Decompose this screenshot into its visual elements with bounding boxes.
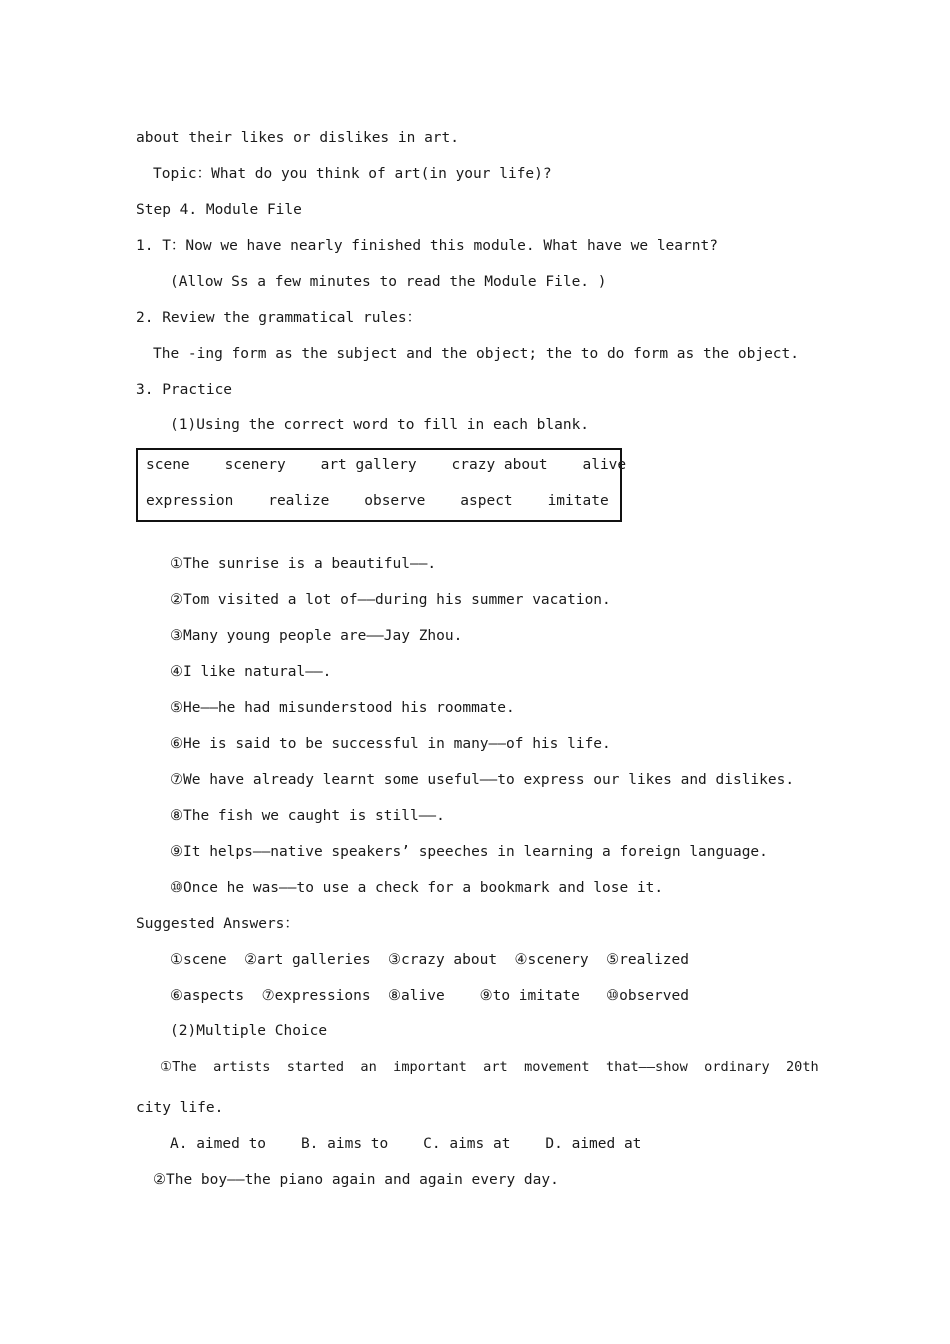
exercise-item: ①The sunrise is a beautiful——.: [170, 556, 437, 572]
word-bank-row-1: scene scenery art gallery crazy about alive: [146, 457, 627, 473]
exercise-item: ⑦We have already learnt some useful——to express our likes and dislikes.: [170, 772, 795, 788]
question-2-text: ②The boy——the piano again and again every day.: [153, 1172, 559, 1188]
step-heading: Step 4. Module File: [136, 202, 302, 218]
answers-heading: Suggested Answers：: [136, 916, 299, 932]
question-1-continuation: city life.: [136, 1100, 224, 1116]
item-1-text: 1. T：Now we have nearly finished this module. What have we learnt?: [136, 238, 718, 254]
exercise-item: ⑩Once he was——to use a check for a bookmark and lose it.: [170, 880, 664, 896]
exercise-item: ⑤He——he had misunderstood his roommate.: [170, 700, 515, 716]
answers-row-2: ⑥aspects ⑦expressions ⑧alive ⑨to imitate ⑩observed: [170, 988, 689, 1004]
exercise-item: ⑨It helps——native speakers’ speeches in learning a foreign language.: [170, 844, 768, 860]
word-bank-box: [136, 448, 627, 522]
intro-text: about their likes or dislikes in art.: [136, 130, 460, 146]
exercise-item: ⑥He is said to be successful in many——of his life.: [170, 736, 611, 752]
topic-line: Topic：What do you think of art(in your life)?: [153, 166, 552, 182]
multiple-choice-heading: (2)Multiple Choice: [170, 1023, 328, 1039]
exercise-item: ④I like natural——.: [170, 664, 332, 680]
exercise-1-instruction: (1)Using the correct word to fill in each blank.: [170, 417, 590, 433]
question-1-options: A. aimed to B. aims to C. aims at D. aimed at: [170, 1136, 642, 1152]
item-3-text: 3. Practice: [136, 382, 233, 398]
item-1-note: (Allow Ss a few minutes to read the Module File. ): [170, 274, 607, 290]
grammar-rule: The -ing form as the subject and the object; the to do form as the object.: [153, 346, 800, 362]
item-2-text: 2. Review the grammatical rules：: [136, 310, 422, 326]
exercise-item: ②Tom visited a lot of——during his summer vacation.: [170, 592, 611, 608]
exercise-item: ⑧The fish we caught is still——.: [170, 808, 445, 824]
question-1-text: ①The artists started an important art movement that——show ordinary 20th: [160, 1059, 819, 1075]
answers-row-1: ①scene ②art galleries ③crazy about ④scenery ⑤realized: [170, 952, 689, 968]
word-bank-row-2: expression realize observe aspect imitate: [146, 493, 609, 509]
exercise-item: ③Many young people are——Jay Zhou.: [170, 628, 463, 644]
